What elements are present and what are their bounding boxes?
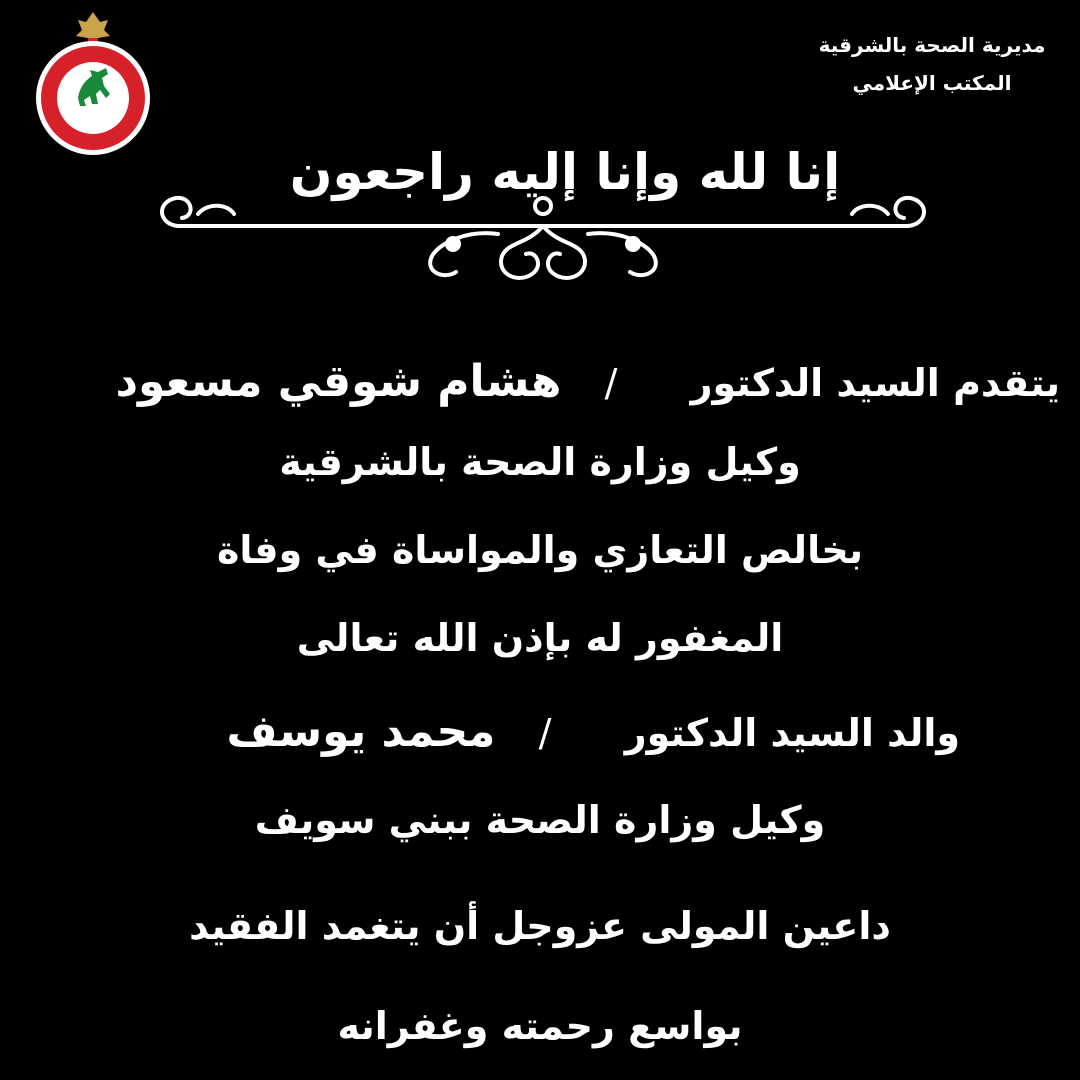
deceased-relation: والد السيد الدكتور [624,711,960,755]
presenter-title: يتقدم السيد الدكتور [690,361,1060,405]
separator-slash-2: / [538,711,552,755]
media-office-label: المكتب الإعلامي [852,71,1012,95]
body-line-2: وكيل وزارة الصحة بالشرقية [279,440,801,484]
organization-name: مديرية الصحة بالشرقية [818,33,1046,57]
separator-slash: / [604,361,618,405]
body-line-7: داعين المولى عزوجل أن يتغمد الفقيد [189,904,891,948]
body-line-5 [0,702,1080,763]
deceased-son-name: محمد يوسف [226,706,496,757]
body-line-4: المغفور له بإذن الله تعالى [296,616,784,660]
body-line-3: بخالص التعازي والمواساة في وفاة [216,528,864,572]
organization-header [802,26,1062,102]
body-line-1 [0,352,1080,413]
presenter-name: هشام شوقي مسعود [115,356,562,407]
condolence-title: إنا لله وإنا إليه راجعون [289,143,841,201]
body-line-6: وكيل وزارة الصحة ببني سويف [254,798,826,842]
ornament-divider-icon [148,184,938,294]
body-line-8: بواسع رحمته وغفرانه [337,1004,743,1048]
